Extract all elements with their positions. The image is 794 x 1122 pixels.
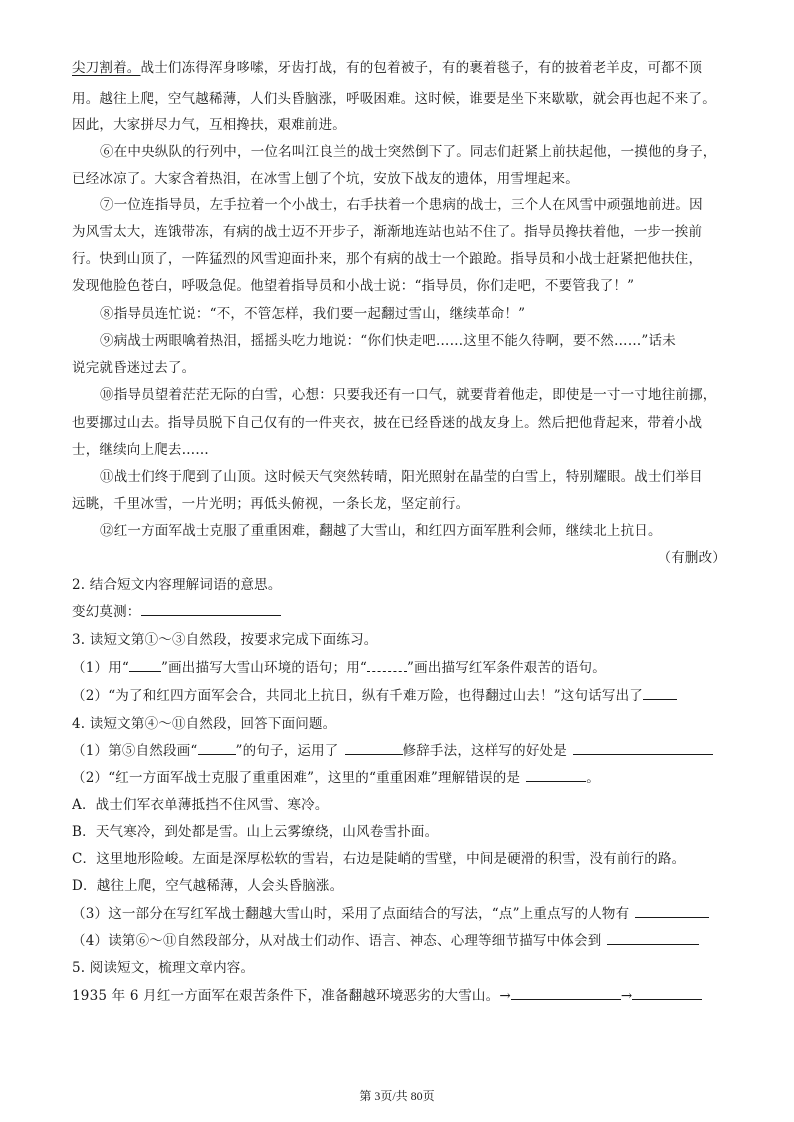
paragraph-9-line-1: ⑨病战士两眼噙着热泪，摇摇头吃力地说：“你们快走吧……这里不能久待啊，要不然……”话未: [100, 333, 676, 349]
passage-line: 用。越往上爬，空气越稀薄，人们头昏脑涨，呼吸困难。这时候，谁要是坐下来歇歇，就会再也起不来了。: [72, 91, 716, 107]
answer-blank[interactable]: [643, 685, 677, 700]
paragraph-6-line-1: ⑥在中央纵队的行列中，一位名叫江良兰的战士突然倒下了。同志们赶紧上前扶起他，一摸他的身子，: [100, 144, 717, 160]
paragraph-7-line-3: 行。快到山顶了，一阵猛烈的风雪迎面扑来，那个有病的战士一个踉跄。指导员和小战士赶紧把他扶住，: [72, 251, 703, 267]
option-a[interactable]: A．战士们军衣单薄抵挡不住风雪、寒冷。: [72, 797, 329, 813]
question-3-2: （2）“为了和红四方面军会合，共同北上抗日，纵有千难万险，也得翻过山去！”这句话写出了: [72, 683, 726, 710]
passage-line: 因此，大家拼尽力气，互相搀扶，艰难前进。: [72, 117, 346, 133]
answer-blank[interactable]: [632, 985, 702, 1000]
question-3-1: （1）用“ ”画出描写大雪山环境的语句；用“ ”画出描写红军条件艰苦的语句。: [72, 655, 726, 682]
question-4-1: （1）第⑤自然段画“ ”的句子，运用了 修辞手法，这样写的好处是: [72, 738, 726, 765]
answer-blank[interactable]: [635, 903, 709, 918]
answer-blank[interactable]: [526, 767, 586, 782]
paragraph-7-line-1: ⑦一位连指导员，左手拉着一个小战士，右手扶着一个患病的战士，三个人在风雪中顽强地前进。因: [100, 197, 703, 213]
paragraph-10-line-2: 也要挪过山去。指导员脱下自己仅有的一件夹衣，披在已经昏迷的战友身上。然后把他背起来，带着小战: [72, 415, 703, 431]
underlined-phrase: 尖刀割着。: [72, 60, 141, 76]
paragraph-11-line-2: 远眺，千里冰雪，一片光明；再低头俯视，一条长龙，坚定前行。: [72, 496, 470, 512]
question-4-2: （2）“红一方面军战士克服了重重困难”，这里的“重重困难”理解错误的是 。: [72, 765, 726, 792]
question-3-title: 3. 读短文第①～③自然段，按要求完成下面练习。: [72, 632, 378, 648]
paragraph-10-line-3: 士，继续向上爬去……: [72, 442, 209, 458]
answer-blank[interactable]: [345, 740, 403, 755]
underline-sample-wavy: [367, 657, 407, 672]
page-number: 第 3页/共 80页: [359, 1089, 435, 1103]
option-d[interactable]: D．越往上爬，空气越稀薄，人会头昏脑涨。: [72, 878, 344, 894]
question-4-4: （4）读第⑥～⑪自然段部分，从对战士们动作、语言、神态、心理等细节描写中体会到: [72, 928, 726, 955]
answer-blank[interactable]: [573, 740, 713, 755]
question-5-line: 1935 年 6 月红一方面军在艰苦条件下，准备翻越环境恶劣的大雪山。→ →: [72, 983, 726, 1010]
paragraph-6-line-2: 已经冰凉了。大家含着热泪，在冰雪上刨了个坑，安放下战友的遗体，用雪埋起来。: [72, 171, 579, 187]
paragraph-7-line-4: 发现他脸色苍白，呼吸急促。他望着指导员和小战士说：“指导员，你们走吧，不要管我了！”: [72, 278, 635, 294]
answer-blank[interactable]: [511, 985, 621, 1000]
answer-blank[interactable]: [141, 601, 281, 616]
paragraph-9-line-2: 说完就昏迷过去了。: [72, 360, 196, 376]
option-b[interactable]: B．天气寒冷，到处都是雪。山上云雾缭绕，山风卷雪扑面。: [72, 824, 439, 840]
underline-sample: [198, 740, 236, 755]
answer-blank[interactable]: [607, 930, 699, 945]
paragraph-11-line-1: ⑪战士们终于爬到了山顶。这时候天气突然转晴，阳光照射在晶莹的白雪上，特别耀眼。战士们举目: [100, 469, 703, 485]
paragraph-8-line-1: ⑧指导员连忙说：“不，不管怎样，我们要一起翻过雪山，继续革命！”: [100, 306, 526, 322]
option-c[interactable]: C．这里地形险峻。左面是深厚松软的雪岩，右边是陡峭的雪壁，中间是硬滑的积雪，没有前行的路。: [72, 851, 686, 867]
question-5-title: 5. 阅读短文，梳理文章内容。: [72, 960, 255, 976]
source-note: （有删改）: [657, 550, 726, 566]
underline-sample-straight: [129, 657, 161, 672]
paragraph-7-line-2: 为风雪太大，连饿带冻，有病的战士迈不开步子，渐渐地连站也站不住了。指导员搀扶着他，一步一挨前: [72, 224, 703, 240]
question-2-line: 变幻莫测：: [72, 599, 726, 626]
question-4-3: （3）这一部分在写红军战士翻越大雪山时，采用了点面结合的写法，“点”上重点写的人物有: [72, 901, 726, 928]
paragraph-10-line-1: ⑩指导员望着茫茫无际的白雪，心想：只要我还有一口气，就要背着他走，即使是一寸一寸地往前挪，: [100, 387, 717, 403]
passage-line: 尖刀割着。战士们冻得浑身哆嗦，牙齿打战，有的包着被子，有的裹着毯子，有的披着老羊皮，可都不顶: [72, 60, 703, 76]
question-4-title: 4. 读短文第④～⑪自然段，回答下面问题。: [72, 716, 337, 732]
question-2-title: 2. 结合短文内容理解词语的意思。: [72, 577, 282, 593]
paragraph-12-line-1: ⑫红一方面军战士克服了重重困难，翻越了大雪山，和红四方面军胜利会师，继续北上抗日。: [100, 523, 662, 539]
